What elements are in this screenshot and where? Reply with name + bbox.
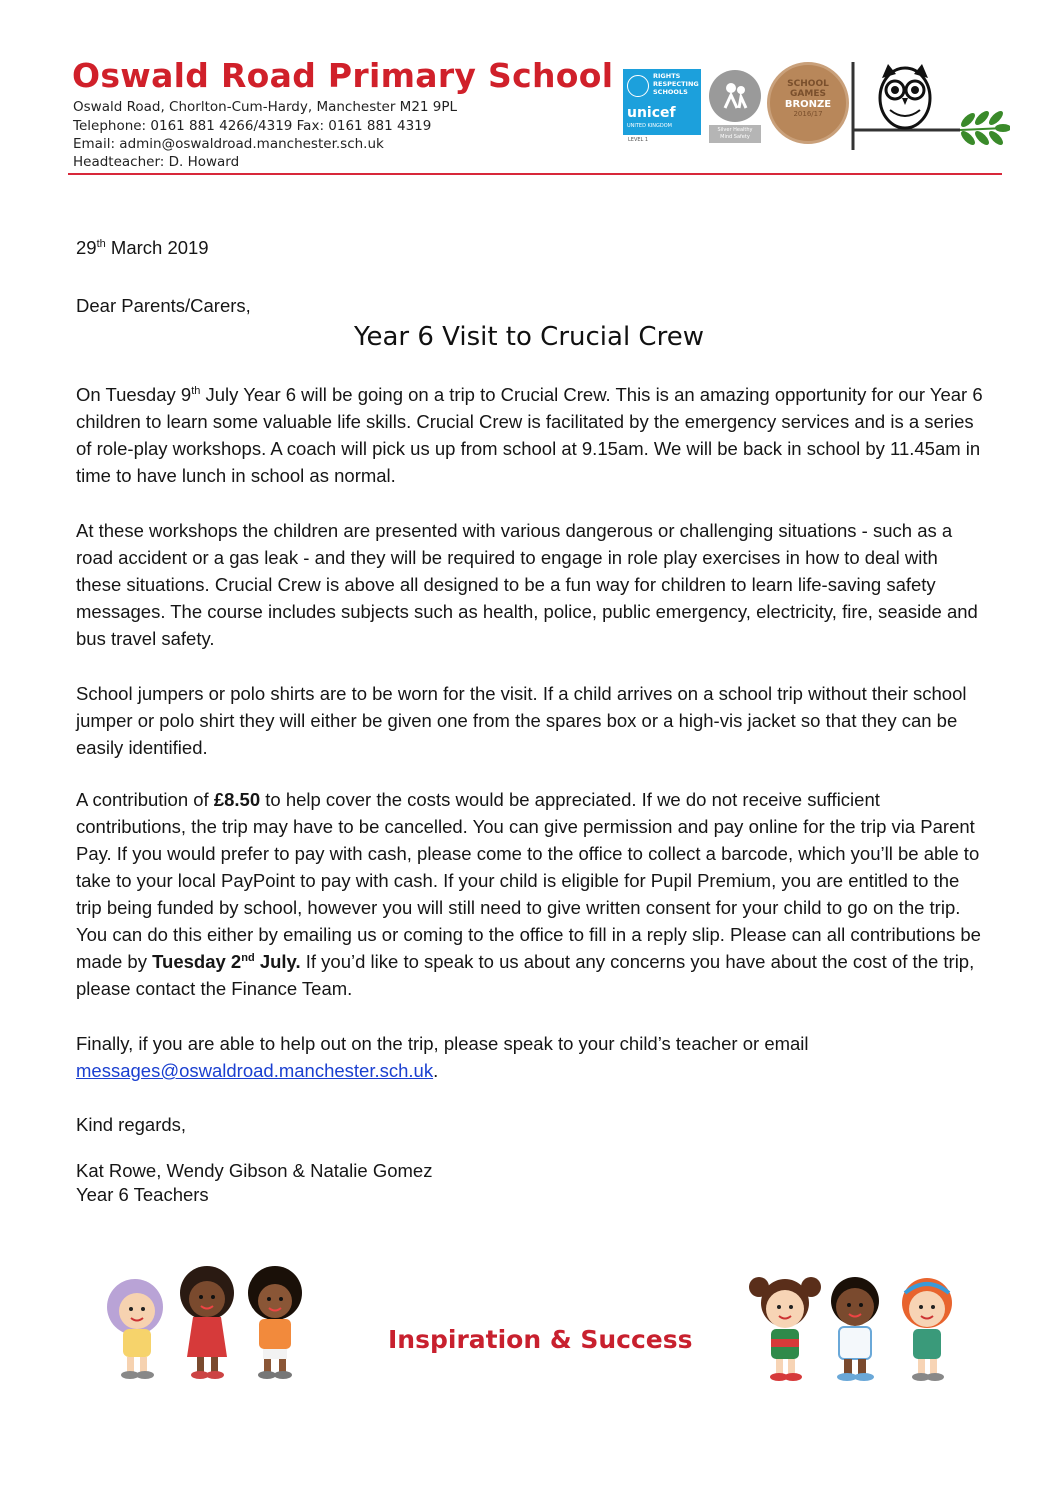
letter-date: [76, 234, 209, 261]
letter-title: Year 6 Visit to Crucial Crew: [354, 322, 704, 352]
unicef-sub: UNITED KINGDOM: [627, 123, 672, 129]
p4-text-a: A contribution of: [76, 789, 214, 810]
contact-email-link[interactable]: messages@oswaldroad.manchester.sch.uk: [76, 1060, 434, 1081]
signatories: Kat Rowe, Wendy Gibson & Natalie Gomez: [76, 1160, 433, 1181]
games-school-label: SCHOOL: [787, 79, 829, 89]
salutation: Dear Parents/Carers,: [76, 295, 251, 316]
bronze-label: BRONZE: [784, 99, 832, 110]
p1-text-a: On Tuesday 9: [76, 384, 192, 405]
closing: Kind regards,: [76, 1114, 187, 1135]
paragraph-contribution: [76, 786, 988, 1002]
date-rest: March 2019: [105, 237, 209, 258]
header-divider: [68, 173, 1002, 175]
p1-sup: th: [191, 384, 201, 397]
silver-award-badge: [709, 70, 761, 122]
deadline-sup: nd: [241, 951, 255, 964]
paragraph-trip-details: [76, 381, 988, 489]
figures-icon: [709, 70, 761, 122]
respecting-label: RESPECTING: [653, 80, 699, 88]
rights-label: RIGHTS: [653, 72, 681, 80]
level-label: LEVEL 1: [628, 137, 649, 143]
p4-text-b: to help cover the costs would be appreciated. If we do not receive sufficient contributions, the trip may have to be cancelled. You can give permission and pay online for the trip via Parent Pay. If you would prefer to pay with cash, please come to the office to collect a barcode, which you’ll be able to take to your local PayPoint to pay with cash. If your child is eligible for Pupil Premium, you are entitled to the trip being funded by school, however you will still need to give written consent for your child to go on the trip. You can do this either by emailing us or coming to the office to fill in a reply slip. Please can all contributions be made by: [76, 789, 981, 972]
games-year-label: 2016/17: [793, 110, 823, 118]
date-suffix: th: [96, 237, 106, 250]
school-address: Oswald Road, Chorlton-Cum-Hardy, Manchester M21 9PL: [73, 99, 458, 115]
games-label: GAMES: [790, 89, 826, 99]
globe-icon: [627, 75, 649, 97]
schools-label: SCHOOLS: [653, 88, 688, 96]
date-day: 29: [76, 237, 97, 258]
p5-text-b: .: [433, 1060, 439, 1081]
school-email: Email: admin@oswaldroad.manchester.sch.uk: [73, 136, 384, 152]
rights-respecting-schools-badge: [623, 69, 701, 135]
school-games-bronze-badge: [767, 62, 849, 144]
payment-deadline: [152, 951, 301, 972]
signatory-role: Year 6 Teachers: [76, 1184, 209, 1205]
unicef-logo: unicef: [627, 105, 676, 121]
paragraph-workshops: At these workshops the children are presented with various dangerous or challenging situations - such as a road accident or a gas leak - and they will be required to engage in role play exercises in how to deal with these situations. Crucial Crew is above all designed to be a fun way for children to learn life-saving safety messages. The course includes subjects such as health, police, public emergency, electricity, fire, seaside and bus travel safety.: [76, 520, 978, 649]
school-motto: Inspiration & Success: [388, 1325, 693, 1354]
owl-logo: [850, 60, 1010, 155]
deadline-b: July.: [254, 951, 301, 972]
paragraph-uniform: School jumpers or polo shirts are to be worn for the visit. If a child arrives on a school trip without their school jumper or polo shirt they will either be given one from the spares box or a high-vis jacket so that they can be easily identified.: [76, 683, 967, 758]
contribution-amount: £8.50: [213, 789, 261, 810]
school-name: Oswald Road Primary School: [72, 56, 614, 95]
children-illustration-left: [95, 1265, 315, 1385]
school-telephone: Telephone: 0161 881 4266/4319 Fax: 0161 881 4319: [73, 118, 432, 134]
silver-award-text: Silver Healthy Mind Safety: [709, 125, 761, 143]
headteacher: Headteacher: D. Howard: [73, 154, 240, 170]
p4-text-c: If you’d like to speak to us about any concerns you have about the cost of the trip, please contact the Finance Team.: [76, 951, 975, 999]
children-illustration-right: [745, 1265, 970, 1390]
paragraph-volunteers: [76, 1030, 988, 1084]
p5-text-a: Finally, if you are able to help out on the trip, please speak to your child’s teacher or email: [76, 1033, 809, 1054]
p1-text-b: July Year 6 will be going on a trip to Crucial Crew. This is an amazing opportunity for our Year 6 children to learn some valuable life skills. Crucial Crew is facilitated by the emergency services and is a series of role-play workshops. A coach will pick us up from school at 9.15am. We will be back in school by 11.45am in time to have lunch in school as normal.: [76, 384, 983, 486]
deadline-a: Tuesday 2: [152, 951, 242, 972]
